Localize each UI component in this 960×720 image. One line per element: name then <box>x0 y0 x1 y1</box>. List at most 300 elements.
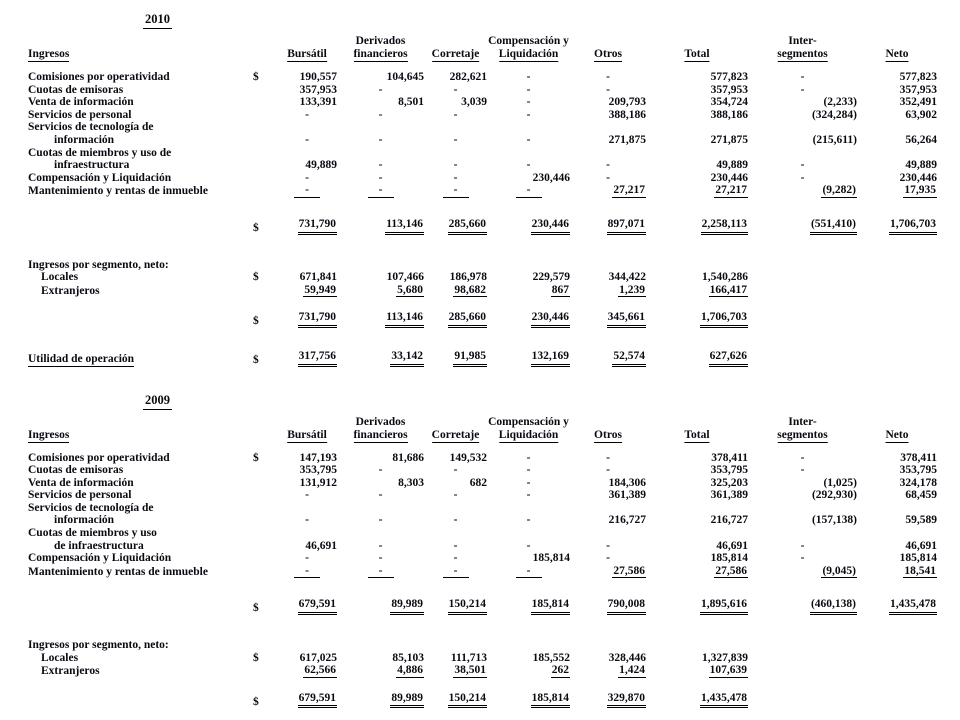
column-header-cell <box>487 48 570 62</box>
amount-cell <box>337 477 424 490</box>
dash-value: - <box>526 451 531 464</box>
amount-cell <box>748 71 857 84</box>
amount-cell <box>748 134 857 147</box>
currency-symbol-cell <box>253 96 277 109</box>
column-header-cell <box>277 429 337 443</box>
amount-cell <box>646 184 748 198</box>
amount-value: 897,071 <box>607 218 646 235</box>
financial-table <box>28 416 937 709</box>
dash-value: - <box>526 539 531 552</box>
dash-value: - <box>516 184 542 198</box>
column-header-top-cell <box>337 35 424 48</box>
currency-symbol-cell: $ <box>253 71 259 83</box>
row-label-cell <box>28 565 253 579</box>
amount-value: 49,889 <box>905 159 937 172</box>
column-header: financieros <box>353 48 408 60</box>
table-row <box>28 109 937 122</box>
amount-value: 627,626 <box>709 350 748 367</box>
row-label-cell <box>28 259 253 272</box>
row-label: Cuotas de miembros y uso <box>28 527 157 540</box>
column-header-cell <box>570 48 646 62</box>
amount-cell <box>487 540 570 553</box>
amount-cell <box>277 218 337 235</box>
amount-value: 111,713 <box>450 651 487 664</box>
spacer-row <box>28 328 937 350</box>
amount-cell <box>487 639 570 652</box>
dash-value: - <box>378 552 383 565</box>
amount-cell <box>424 514 487 527</box>
amount-value: 577,823 <box>710 71 748 83</box>
amount-value: 17,935 <box>904 184 936 197</box>
amount-cell <box>748 527 857 540</box>
amount-cell <box>337 271 424 284</box>
table-row <box>28 159 937 172</box>
amount-value: 27,217 <box>613 184 645 197</box>
row-label: Extranjeros <box>41 665 100 678</box>
amount-value: (460,138) <box>810 598 857 615</box>
amount-value: 185,814 <box>710 552 748 565</box>
amount-cell <box>277 121 337 134</box>
row-label: infraestructura <box>54 159 130 172</box>
dash-value: - <box>526 489 531 502</box>
amount-cell <box>646 692 748 709</box>
currency-symbol-cell <box>253 477 277 490</box>
amount-cell <box>424 664 487 678</box>
dash-value: - <box>606 159 610 172</box>
amount-value: 33,142 <box>390 350 424 367</box>
column-header: Total <box>684 48 710 60</box>
amount-cell <box>748 259 857 272</box>
amount-cell <box>646 96 748 109</box>
column-header-cell <box>646 48 748 62</box>
dash-value: - <box>368 184 394 198</box>
row-label-cell <box>28 284 253 298</box>
amount-cell <box>646 134 748 147</box>
amount-value: 1,424 <box>619 664 645 677</box>
amount-cell <box>857 271 937 284</box>
header-spacer-cell <box>253 429 277 443</box>
amount-cell <box>424 271 487 284</box>
row-label: Servicios de tecnología de <box>28 121 154 134</box>
amount-value: (9,282) <box>822 184 856 197</box>
dash-value: - <box>800 539 805 552</box>
column-header: Neto <box>885 48 909 60</box>
row-label: Venta de información <box>28 96 134 109</box>
row-label: Servicios de personal <box>28 489 132 502</box>
amount-cell <box>570 464 646 477</box>
table-row <box>28 639 937 652</box>
amount-value: 1,706,703 <box>700 311 748 328</box>
dash-value: - <box>378 489 383 502</box>
amount-cell <box>424 565 487 579</box>
spacer-row <box>28 615 937 639</box>
dash-value: - <box>453 159 458 172</box>
amount-cell <box>570 96 646 109</box>
table-row <box>28 259 937 272</box>
amount-cell <box>857 172 937 185</box>
dash-value: - <box>800 159 805 172</box>
amount-cell <box>487 464 570 477</box>
amount-cell <box>337 639 424 652</box>
amount-cell <box>570 527 646 540</box>
amount-value: 282,621 <box>449 71 487 83</box>
amount-cell <box>337 552 424 565</box>
amount-cell <box>277 502 337 515</box>
spacer-row <box>28 297 937 311</box>
row-label-cell <box>28 639 253 652</box>
table-row <box>28 464 937 477</box>
amount-cell <box>337 540 424 553</box>
amount-value: 317,756 <box>298 350 337 367</box>
amount-value: 388,186 <box>608 108 646 121</box>
amount-cell <box>424 172 487 185</box>
amount-cell <box>857 96 937 109</box>
amount-cell <box>277 284 337 298</box>
dash-value: - <box>305 108 309 121</box>
column-header: Corretaje <box>431 48 480 60</box>
dash-value: - <box>305 489 309 502</box>
amount-cell <box>570 147 646 160</box>
amount-value: 353,795 <box>899 464 937 477</box>
amount-value: 186,978 <box>449 271 487 284</box>
amount-cell <box>487 284 570 298</box>
amount-cell <box>424 84 487 97</box>
amount-cell <box>487 218 570 235</box>
amount-cell <box>487 514 570 527</box>
currency-symbol-cell <box>253 147 277 160</box>
dash-value: - <box>378 83 383 96</box>
amount-value: 671,841 <box>299 271 337 284</box>
amount-cell <box>277 598 337 615</box>
amount-value: 27,586 <box>715 564 747 577</box>
column-header-cell <box>570 429 646 443</box>
currency-symbol-cell <box>253 172 277 185</box>
column-header-cell <box>857 48 937 62</box>
amount-cell <box>424 452 487 465</box>
amount-cell <box>487 598 570 615</box>
amount-cell <box>748 121 857 134</box>
amount-value: 52,574 <box>612 350 646 367</box>
amount-value: 113,146 <box>385 218 424 235</box>
amount-value: 49,889 <box>305 159 337 172</box>
dash-value: - <box>453 171 458 184</box>
dash-value: - <box>294 565 320 579</box>
amount-cell <box>646 452 748 465</box>
amount-cell <box>646 271 748 284</box>
amount-cell <box>487 502 570 515</box>
amount-cell <box>857 502 937 515</box>
amount-cell <box>337 527 424 540</box>
amount-cell <box>857 134 937 147</box>
column-header-top-cell <box>277 35 337 48</box>
amount-value: 104,645 <box>386 71 424 83</box>
row-label-cell <box>28 598 253 615</box>
amount-value: 190,557 <box>299 71 337 83</box>
dash-value: - <box>378 464 383 477</box>
amount-cell <box>424 147 487 160</box>
table-row <box>28 147 937 160</box>
dash-value: - <box>453 464 458 477</box>
amount-cell <box>646 172 748 185</box>
amount-cell <box>570 134 646 147</box>
amount-cell <box>424 552 487 565</box>
column-header-cell <box>487 429 570 443</box>
amount-cell <box>424 71 487 84</box>
column-header-top-cell <box>748 35 857 48</box>
amount-value: 150,214 <box>448 692 487 709</box>
row-label-cell <box>28 218 253 235</box>
amount-value: 98,682 <box>454 283 486 296</box>
currency-symbol-cell: $ <box>253 353 259 366</box>
amount-cell <box>646 464 748 477</box>
amount-cell <box>857 477 937 490</box>
year-title <box>143 12 960 29</box>
amount-cell <box>646 259 748 272</box>
amount-value: 107,466 <box>386 271 424 284</box>
amount-value: 357,953 <box>299 83 337 96</box>
row-label-cell <box>28 71 253 84</box>
table-row <box>28 552 937 565</box>
table-row <box>28 184 937 198</box>
amount-value: 325,203 <box>710 476 748 489</box>
column-header: Liquidación <box>498 428 559 441</box>
amount-cell <box>487 527 570 540</box>
column-header: Bursátil <box>287 48 327 60</box>
currency-symbol-cell <box>253 464 277 477</box>
currency-symbol-cell: $ <box>253 221 259 234</box>
table-body <box>28 35 937 367</box>
amount-cell <box>570 664 646 678</box>
amount-cell <box>337 84 424 97</box>
column-header: Otros <box>594 48 622 60</box>
dash-value: - <box>453 514 458 527</box>
column-header: financieros <box>353 428 408 441</box>
dash-value: - <box>368 565 394 579</box>
table-row <box>28 489 937 502</box>
amount-cell <box>748 184 857 198</box>
amount-cell <box>277 109 337 122</box>
amount-cell <box>570 502 646 515</box>
amount-cell <box>487 311 570 328</box>
column-header: Neto <box>885 428 909 441</box>
spacer-row <box>28 62 937 71</box>
currency-symbol-cell <box>253 514 277 527</box>
amount-cell <box>748 311 857 328</box>
dash-value: - <box>800 83 805 96</box>
currency-symbol-cell <box>253 284 277 298</box>
header-row <box>28 429 937 443</box>
amount-value: 216,727 <box>710 514 748 527</box>
amount-cell <box>487 489 570 502</box>
amount-value: 1,435,478 <box>700 692 748 709</box>
dash-value: - <box>378 539 383 552</box>
row-label: Servicios de personal <box>28 108 132 121</box>
currency-symbol-cell: $ <box>253 602 259 615</box>
spacer-cell <box>28 235 937 259</box>
table-row <box>28 540 937 553</box>
amount-cell <box>277 84 337 97</box>
amount-cell <box>337 565 424 579</box>
row-label-cell <box>28 527 253 540</box>
currency-symbol-cell <box>253 565 277 579</box>
column-header: segmentos <box>777 48 828 60</box>
amount-value: 328,446 <box>608 651 646 664</box>
amount-cell <box>487 259 570 272</box>
header-row-top <box>28 35 937 48</box>
amount-cell <box>487 565 570 579</box>
dash-value: - <box>378 133 383 146</box>
header-spacer-cell <box>253 416 277 429</box>
amount-value: 357,953 <box>710 83 748 96</box>
dash-value: - <box>305 133 309 146</box>
column-header-cell <box>646 429 748 443</box>
amount-value: 3,039 <box>461 96 487 109</box>
amount-cell <box>857 259 937 272</box>
amount-cell <box>748 452 857 465</box>
amount-cell <box>337 121 424 134</box>
dash-value: - <box>800 171 805 184</box>
currency-symbol-cell: $ <box>253 695 259 708</box>
amount-cell <box>424 311 487 328</box>
amount-cell <box>646 84 748 97</box>
amount-cell <box>570 639 646 652</box>
dash-value: - <box>606 552 610 565</box>
amount-value: 790,008 <box>607 598 646 615</box>
amount-cell <box>337 147 424 160</box>
dash-value: - <box>378 159 383 172</box>
row-label-cell <box>28 121 253 134</box>
amount-value: 262 <box>551 664 569 677</box>
amount-cell <box>570 477 646 490</box>
amount-cell <box>424 540 487 553</box>
amount-cell <box>487 477 570 490</box>
spacer-row <box>28 198 937 218</box>
amount-cell <box>277 489 337 502</box>
column-header-cell <box>424 48 487 62</box>
dash-value: - <box>378 171 383 184</box>
dash-value: - <box>453 133 458 146</box>
amount-value: 216,727 <box>608 514 646 527</box>
amount-cell <box>857 527 937 540</box>
amount-cell <box>337 71 424 84</box>
amount-cell <box>570 109 646 122</box>
column-header-top-cell <box>857 416 937 429</box>
amount-value: 1,706,703 <box>889 218 937 235</box>
amount-cell <box>857 71 937 84</box>
amount-value: 62,566 <box>304 664 336 677</box>
amount-value: 1,435,478 <box>889 598 937 615</box>
amount-value: 230,446 <box>531 311 570 328</box>
amount-cell <box>857 464 937 477</box>
dash-value: - <box>606 71 610 83</box>
row-label-cell <box>28 664 253 678</box>
amount-cell <box>424 350 487 367</box>
amount-cell <box>487 664 570 678</box>
amount-cell <box>748 147 857 160</box>
amount-cell <box>570 121 646 134</box>
currency-symbol-cell <box>253 121 277 134</box>
dash-value: - <box>800 451 805 464</box>
row-label: Comisiones por operatividad <box>28 71 170 83</box>
row-label-cell <box>28 311 253 328</box>
amount-value: 271,875 <box>710 133 748 146</box>
amount-cell <box>424 96 487 109</box>
amount-cell <box>748 540 857 553</box>
amount-cell <box>646 565 748 579</box>
amount-value: 185,814 <box>899 552 937 565</box>
amount-value: 285,660 <box>448 311 487 328</box>
amount-value: (551,410) <box>810 218 857 235</box>
amount-value: 81,686 <box>392 451 424 464</box>
amount-cell <box>277 134 337 147</box>
table-row <box>28 134 937 147</box>
currency-symbol-cell <box>253 527 277 540</box>
dash-value: - <box>606 171 610 184</box>
dash-value: - <box>606 539 610 552</box>
row-label-cell <box>28 489 253 502</box>
amount-value: 107,639 <box>709 664 747 677</box>
amount-cell <box>646 652 748 665</box>
amount-value: 46,691 <box>905 539 937 552</box>
amount-cell <box>424 652 487 665</box>
amount-cell <box>277 527 337 540</box>
amount-cell <box>646 109 748 122</box>
amount-cell <box>857 350 937 367</box>
dash-value: - <box>526 133 531 146</box>
amount-cell <box>424 218 487 235</box>
row-label-cell <box>28 540 253 553</box>
amount-cell <box>337 489 424 502</box>
row-label: Ingresos por segmento, neto: <box>28 258 169 271</box>
amount-cell <box>857 452 937 465</box>
amount-value: (324,284) <box>811 108 857 121</box>
amount-cell <box>748 96 857 109</box>
spacer-row <box>28 443 937 452</box>
amount-cell <box>646 159 748 172</box>
amount-value: 46,691 <box>305 539 337 552</box>
dash-value: - <box>453 108 458 121</box>
amount-value: (9,045) <box>822 564 856 577</box>
ingresos-label: Ingresos <box>28 48 70 60</box>
amount-value: 149,532 <box>449 451 487 464</box>
amount-cell <box>646 489 748 502</box>
table-row <box>28 692 937 709</box>
table-row <box>28 598 937 615</box>
amount-cell <box>487 271 570 284</box>
amount-cell <box>748 464 857 477</box>
row-label: de infraestructura <box>54 539 144 552</box>
amount-value: 329,870 <box>607 692 646 709</box>
amount-cell <box>646 502 748 515</box>
amount-cell <box>424 464 487 477</box>
currency-symbol-cell <box>253 159 277 172</box>
amount-value: 388,186 <box>710 108 748 121</box>
column-header: Bursátil <box>287 428 327 441</box>
table-row <box>28 121 937 134</box>
amount-value: 46,691 <box>716 539 748 552</box>
amount-cell <box>277 96 337 109</box>
column-header-cell <box>424 429 487 443</box>
amount-value: 131,912 <box>299 476 337 489</box>
amount-value: 1,239 <box>619 283 645 296</box>
dash-value: - <box>800 552 805 565</box>
amount-value: 230,446 <box>531 218 570 235</box>
amount-cell <box>748 664 857 678</box>
amount-cell <box>277 172 337 185</box>
amount-cell <box>337 134 424 147</box>
amount-cell <box>487 692 570 709</box>
amount-value: 185,814 <box>531 692 570 709</box>
